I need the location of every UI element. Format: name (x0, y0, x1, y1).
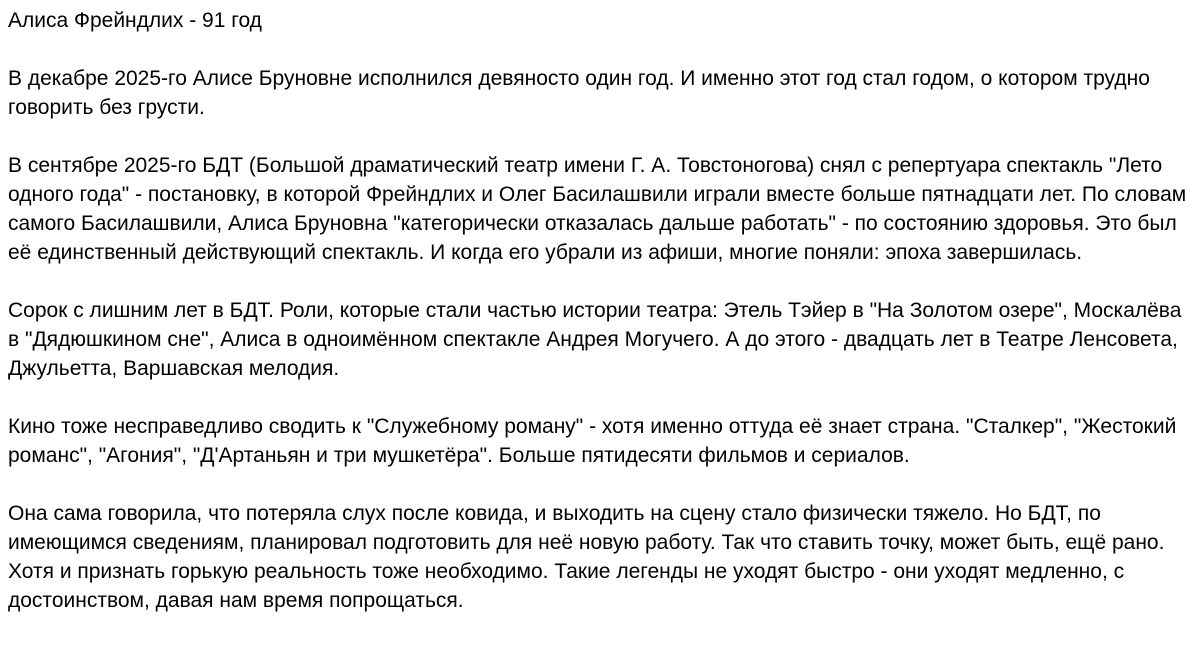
paragraph-intro: В декабре 2025-го Алисе Бруновне исполнился девяносто один год. И именно этот год стал годом, о котором трудно говорить без грусти. (8, 67, 1150, 119)
paragraph-cinema: Кино тоже несправедливо сводить к "Служебному роману" - хотя именно оттуда её знает страна. "Сталкер", "Жестокий романс", "Агония", "Д'Артаньян и три мушкетёра". Больше пятидесяти фильмов и сериалов. (8, 415, 1177, 467)
paragraph-bdt-repertoire: В сентябре 2025-го БДТ (Большой драматический театр имени Г. А. Товстоногова) снял с репертуара спектакль "Лето одного года" - постановку, в которой Фрейндлих и Олег Басилашвили играли вместе больше пятнадцати лет. По словам самого Басилашвили, Алиса Бруновна "категорически отказалась дальше работать" - по состоянию здоровья. Это был её единственный действующий спектакль. И когда его убрали из афиши, многие поняли: эпоха завершилась. (8, 154, 1187, 264)
article-title: Алиса Фрейндлих - 91 год (8, 9, 262, 32)
paragraph-theatre-roles: Сорок с лишним лет в БДТ. Роли, которые стали частью истории театра: Этель Тэйер в "На Золотом озере", Москалёва в "Дядюшкином сне", Алиса в одноимённом спектакле Андрея Могучего. А до этого - двадцать лет в Театре Ленсовета, Джульетта, Варшавская мелодия. (8, 299, 1182, 380)
paragraph-conclusion: Она сама говорила, что потеряла слух после ковида, и выходить на сцену стало физически тяжело. Но БДТ, по имеющимся сведениям, планировал подготовить для неё новую работу. Так что ставить точку, может быть, ещё рано. Хотя и признать горькую реальность тоже необходимо. Такие легенды не уходят быстро - они уходят медленно, с достоинством, давая нам время попрощаться. (8, 502, 1165, 612)
